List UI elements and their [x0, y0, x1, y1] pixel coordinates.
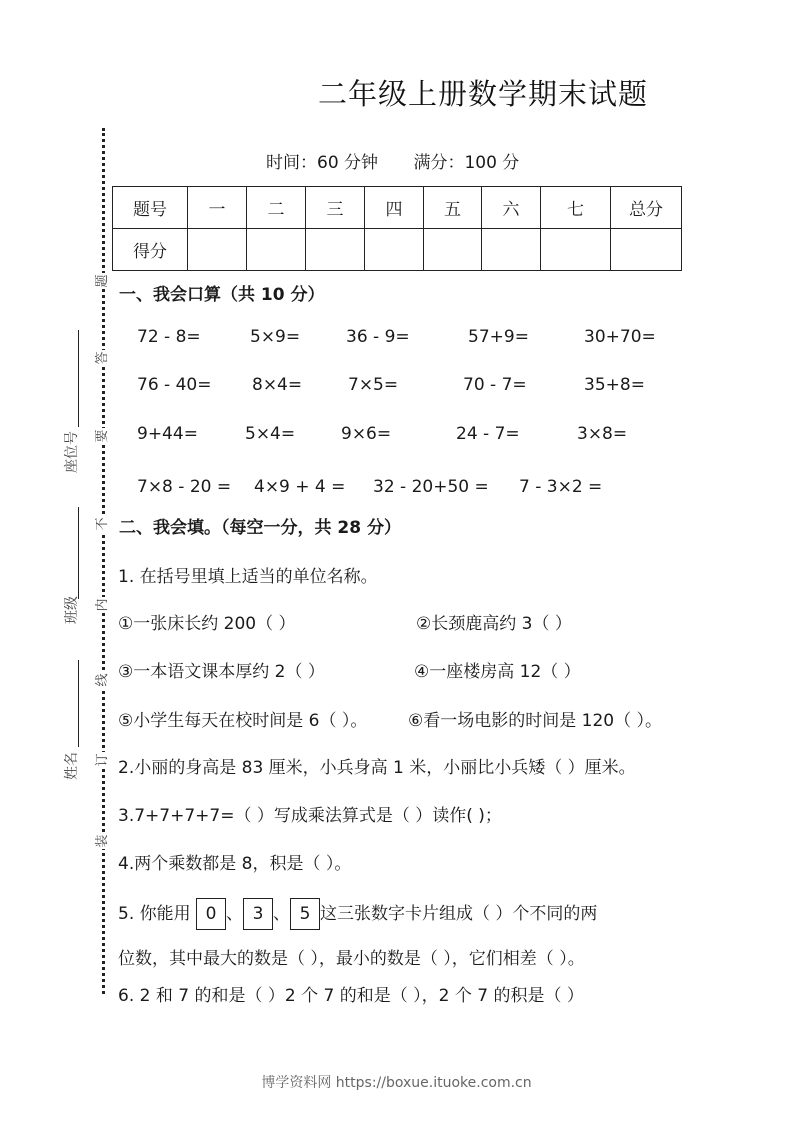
calc-item: 35+8= [584, 375, 645, 395]
q2-text: 2.小丽的身高是 83 厘米，小兵身高 1 米，小丽比小兵矮（ ）厘米。 [118, 758, 636, 778]
q5-line2: 位数，其中最大的数是（ ），最小的数是（ ），它们相差（ ）。 [118, 949, 585, 969]
table-cell: 五 [424, 187, 482, 229]
name-line[interactable] [78, 660, 79, 747]
class-line[interactable] [78, 507, 79, 599]
binding-notice-char: 装 [95, 834, 110, 848]
separator: 、 [273, 904, 291, 924]
exam-time: 时间：60 分钟 [266, 153, 379, 173]
calc-item: 70 - 7= [463, 375, 527, 395]
score-input-cell[interactable] [424, 229, 482, 271]
score-input-cell[interactable] [482, 229, 541, 271]
footer-watermark: 博学资料网 https://boxue.ituoke.com.cn [261, 1075, 532, 1091]
table-cell: 四 [365, 187, 424, 229]
score-input-cell[interactable] [611, 229, 682, 271]
binding-notice-char: 线 [95, 673, 110, 687]
q1-item: ①一张床长约 200（ ） [118, 614, 296, 634]
binding-notice-char: 答 [95, 351, 110, 365]
seat-number-line[interactable] [78, 330, 79, 427]
calc-item: 30+70= [584, 327, 656, 347]
number-card: 5 [290, 898, 320, 930]
q6-text: 6. 2 和 7 的和是（ ）2 个 7 的和是（ ），2 个 7 的积是（ ） [118, 986, 584, 1006]
calc-item: 7 - 3×2 = [519, 477, 603, 497]
calc-item: 8×4= [252, 375, 303, 395]
number-card: 3 [243, 898, 273, 930]
table-cell: 三 [306, 187, 365, 229]
section2-title: 二、我会填。（每空一分，共 28 分） [119, 518, 401, 538]
calc-item: 5×4= [245, 424, 296, 444]
page-title: 二年级上册数学期末试题 [318, 77, 649, 111]
score-table [112, 186, 682, 271]
binding-notice-char: 订 [95, 753, 110, 767]
seat-number-label: 座位号 [64, 431, 80, 473]
score-input-cell[interactable] [247, 229, 306, 271]
calc-item: 7×8 - 20 = [137, 477, 232, 497]
calc-item: 9×6= [341, 424, 392, 444]
q1-item: ⑤小学生每天在校时间是 6（ ）。 [118, 711, 368, 731]
calc-item: 4×9 + 4 = [254, 477, 346, 497]
calc-item: 32 - 20+50 = [373, 477, 489, 497]
q5-line1 [118, 898, 597, 930]
exam-meta [266, 148, 549, 173]
calc-item: 24 - 7= [456, 424, 520, 444]
q1-item: ⑥看一场电影的时间是 120（ ）。 [408, 711, 662, 731]
calc-item: 7×5= [348, 375, 399, 395]
calc-item: 9+44= [137, 424, 198, 444]
exam-full-score: 满分：100 分 [413, 153, 520, 173]
binding-notice-char: 要 [95, 429, 110, 443]
q5-prefix: 5. 你能用 [118, 904, 191, 924]
binding-notice-char: 不 [95, 517, 110, 531]
q1-item: ③一本语文课本厚约 2（ ） [118, 662, 325, 682]
score-input-cell[interactable] [306, 229, 365, 271]
calc-item: 76 - 40= [137, 375, 212, 395]
class-label: 班级 [64, 596, 80, 624]
q1-item: ②长颈鹿高约 3（ ） [416, 614, 572, 634]
score-table-score-row [113, 229, 682, 271]
table-cell: 六 [482, 187, 541, 229]
score-table-header-row [113, 187, 682, 229]
calc-item: 5×9= [250, 327, 301, 347]
score-input-cell[interactable] [365, 229, 424, 271]
score-input-cell[interactable] [188, 229, 247, 271]
section1-title: 一、我会口算（共 10 分） [119, 285, 325, 305]
q1-item: ④一座楼房高 12（ ） [414, 662, 581, 682]
binding-notice-char: 内 [95, 598, 110, 612]
name-label: 姓名 [64, 752, 80, 780]
table-cell: 总分 [611, 187, 682, 229]
calc-item: 72 - 8= [137, 327, 201, 347]
calc-item: 36 - 9= [346, 327, 410, 347]
number-card: 0 [196, 898, 226, 930]
binding-dotted-line [102, 128, 105, 994]
q5-suffix: 这三张数字卡片组成（ ）个不同的两 [320, 904, 598, 924]
separator: 、 [226, 904, 244, 924]
table-cell: 二 [247, 187, 306, 229]
calc-item: 3×8= [577, 424, 628, 444]
table-cell: 题号 [113, 187, 188, 229]
calc-item: 57+9= [468, 327, 529, 347]
score-input-cell[interactable] [541, 229, 611, 271]
table-cell: 一 [188, 187, 247, 229]
table-cell: 得分 [113, 229, 188, 271]
q3-text: 3.7+7+7+7=（ ）写成乘法算式是（ ）读作( )； [118, 806, 502, 826]
q1-prompt: 1. 在括号里填上适当的单位名称。 [118, 567, 378, 587]
table-cell: 七 [541, 187, 611, 229]
q4-text: 4.两个乘数都是 8，积是（ ）。 [118, 854, 352, 874]
binding-notice-char: 题 [95, 274, 110, 288]
